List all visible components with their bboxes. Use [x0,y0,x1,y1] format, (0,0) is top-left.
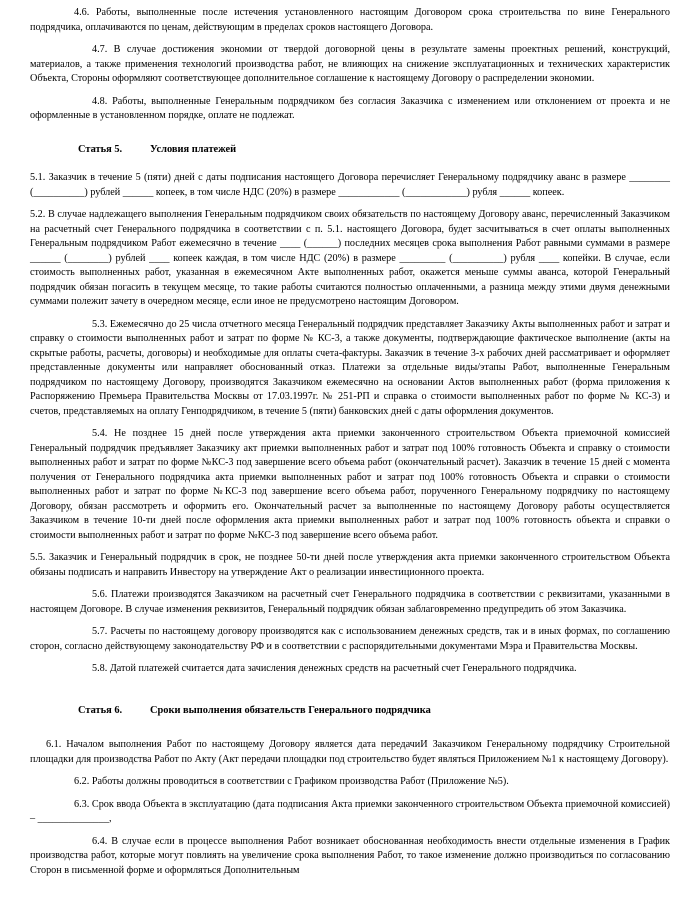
paragraph-6-3: 6.3. Срок ввода Объекта в эксплуатацию (дата подписания Акта приемки законченного строительством Объекта приемочной комиссией) – ______________, [30,798,670,824]
paragraph-5-3: 5.3. Ежемесячно до 25 числа отчетного месяца Генеральный подрядчик представляет Заказчику Акты выполненных работ и затрат и справку о стоимости выполненных работ и затрат по форме № КС-3, а также документы, подтверждающие фактическое выполнение (акты на скрытые работы, расчеты, договоры) и необходимые для оплаты счета-фактуры. Заказчик в течение 3-х рабочих дней рассматривает и оформляет представленные документы или направляет обоснованный отказ. Платежи за отдельные виды/этапы Работ, выполненные Генеральным подрядчиком по настоящему Договору, производятся Заказчиком ежемесячно на основании Актов выполненных работ (форма приложения к Распоряжению Премьера Правительства Москвы от 17.03.1997г. № 251-РП и справка о стоимости выполненных работ по форме № КС-3) и счетов, представляемых на оплату Генподрядчиком, в течение 5 (пяти) банковских дней с даты оформления документов. [30,318,670,417]
paragraph-6-4: 6.4. В случае если в процессе выполнения Работ возникает обоснованная необходимость внести отдельные изменения в График производства работ, которые могут повлиять на увеличение срока выполнения Работ, то такое изменение должно производиться по согласованию Сторон в письменной форме и оформляться Дополнительным [30,835,670,876]
heading-article-5 [30,143,670,158]
heading-article-5-title: Условия платежей [150,143,237,155]
paragraph-5-7: 5.7. Расчеты по настоящему договору производятся как с использованием денежных средств, так и в иных формах, по соглашению сторон, согласно действующему законодательству РФ и в соответствии с распорядительными документами Мэра и Правительства Москвы. [30,626,670,652]
paragraph-4-6: 4.6. Работы, выполненные после истечения установленного настоящим Договором срока строительства по вине Генерального подрядчика, оплачиваются по ценам, действующим в пределах сроков настоящего Договора. [30,7,670,33]
paragraph-6-2: 6.2. Работы должны проводиться в соответствии с Графиком производства Работ (Приложение №5). [74,776,509,787]
paragraph-5-6: 5.6. Платежи производятся Заказчиком на расчетный счет Генерального подрядчика в соответствии с реквизитами, указанными в настоящем Договоре. В случае изменения реквизитов, Генеральный подрядчик обязан заблаговременно предупредить об этом Заказчика. [30,589,670,615]
heading-article-6-number: Статья 6. [78,704,123,716]
heading-article-6 [30,704,670,719]
paragraph-4-7: 4.7. В случае достижения экономии от твердой договорной цены в результате замены проектных решений, конструкций, материалов, а также применения технологий производства работ, не влияющих на снижение эксплуатационных и технических характеристик Объекта, Стороны оформляют соответствующее дополнительное соглашение к настоящему Договору о распределении экономии. [30,44,670,84]
paragraph-6-1: 6.1. Началом выполнения Работ по настоящему Договору является дата передачиИ Заказчиком Генеральному подрядчику Строительной площадки для производства Работ по Акту (Акт передачи площадки под строительство будет являться Приложением №1 к настоящему Договору). [30,739,670,765]
paragraph-5-2: 5.2. В случае надлежащего выполнения Генеральным подрядчиком своих обязательств по настоящему Договору аванс, перечисленный Заказчиком на расчетный счет Генерального подрядчика в соответствии с п. 5.1. настоящего Договора, будет засчитываться в счет оплаты выполненных Генеральным подрядчиком Работ ежемесячно в течение ____ (______) последних месяцев срока выполнения Работ равными суммами в размере ______ (________) рублей ____ копеек каждая, в том числе НДС (20%) в размере _________ (__________) рубля ____ копейки. В случае, если стоимость выполненных работ, указанная в ежемесячном Акте выполненных работ, окажется меньше суммы аванса, которой Генеральный подрядчик обязан погасить в текущем месяце, то такие работы считаются полностью оплаченными, а разница между этими двумя денежными суммами полежит зачету в очередном месяце, если иное не предусмотрено настоящим Договором. [30,209,670,307]
paragraph-5-1: 5.1. Заказчик в течение 5 (пяти) дней с даты подписания настоящего Договора перечисляет Генеральному подрядчику аванс в размере ________ (__________) рублей ______ копеек, в том числе НДС (20%) в размере ____________ (____________) рубля ______ копеек. [30,172,670,198]
paragraph-4-8: 4.8. Работы, выполненные Генеральным подрядчиком без согласия Заказчика с изменением или отклонением от проекта и не оформленные в установленном порядке, оплате не подлежат. [30,95,670,121]
document-body [30,6,670,878]
paragraph-5-8: 5.8. Датой платежей считается дата зачисления денежных средств на расчетный счет Генерального подрядчика. [92,663,577,674]
paragraph-5-4: 5.4. Не позднее 15 дней после утверждения акта приемки законченного строительством Объекта приемочной комиссией Генеральный подрядчик предъявляет Заказчику акт приемки выполненных работ и затрат под 100% готовность Объекта и справку о стоимости выполненных работ и затрат по форме №КС-3 под завершение всего объема работ (окончательный расчет). Заказчик в течение 15 дней с момента получения от Генерального подрядчика акта приемки выполненных работ и затрат под 100% готовность Объекта и справки о стоимости выполненных работ и затрат по форме №КС-3 под завершение всего объема работ, порученного Генеральному подрядчику по настоящему Договору, обязан рассмотреть и оформить его. Окончательный расчет за выполненные по настоящему Договору работы осуществляется Заказчиком в течение 10-ти дней после оформления акта приемки выполненных работ и затрат под 100% готовность объекта и справки о стоимости выполненных работ и затрат по форме №КС-3 под завершение всего объема работ. [30,428,670,541]
heading-article-5-number: Статья 5. [78,143,123,155]
paragraph-5-5: 5.5. Заказчик и Генеральный подрядчик в срок, не позднее 50-ти дней после утверждения акта приемки законченного строительством Объекта обязаны подписать и направить Инвестору на утверждение Акт о реализации инвестиционного проекта. [30,552,670,578]
heading-article-6-title: Сроки выполнения обязательств Генерального подрядчика [150,704,431,716]
